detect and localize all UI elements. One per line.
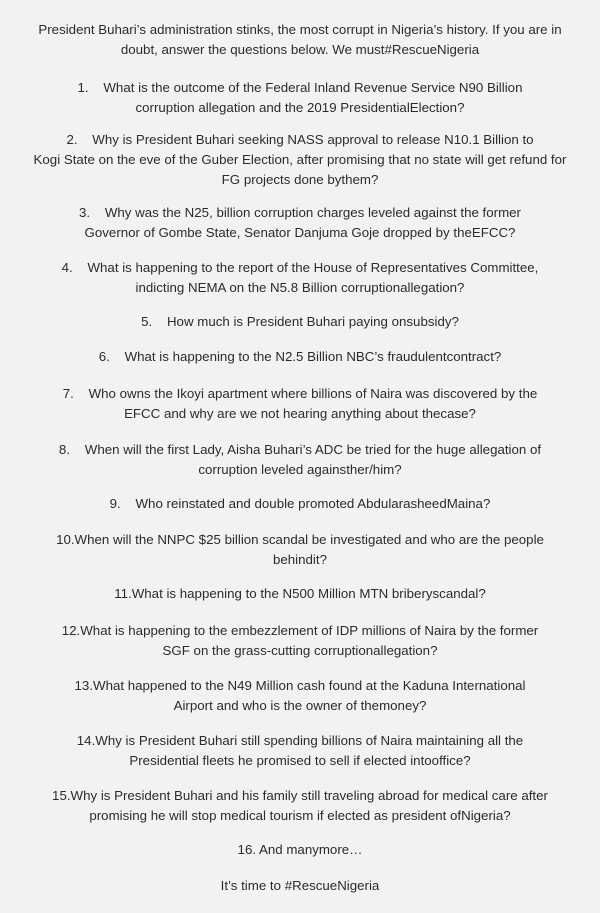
question-line: 7. Who owns the Ikoyi apartment where billions of Naira was discovered by the (62, 386, 538, 401)
question-7 (0, 384, 600, 424)
question-line: promising he will stop medical tourism if elected as president ofNigeria? (89, 808, 511, 823)
question-line: Governor of Gombe State, Senator Danjuma Goje dropped by theEFCC? (84, 225, 516, 240)
question-12 (0, 621, 600, 661)
question-line: 14.Why is President Buhari still spending billions of Naira maintaining all the (76, 733, 524, 748)
question-1 (0, 78, 600, 118)
question-line: 9. Who reinstated and double promoted AbdularasheedMaina? (109, 496, 491, 511)
intro-line: doubt, answer the questions below. We must#RescueNigeria (120, 42, 480, 57)
question-line: 10.When will the NNPC $25 billion scandal be investigated and who are the people (56, 532, 544, 547)
question-line: 5. How much is President Buhari paying onsubsidy? (141, 314, 459, 329)
question-3 (0, 203, 600, 243)
closing-text: It’s time to #RescueNigeria (220, 878, 380, 893)
question-line: 4. What is happening to the report of the House of Representatives Committee, (61, 260, 539, 275)
question-line: EFCC and why are we not hearing anything about thecase? (124, 406, 476, 421)
question-line: SGF on the grass-cutting corruptionallegation? (162, 643, 438, 658)
question-line: 8. When will the first Lady, Aisha Buhari’s ADC be tried for the huge allegation of (58, 442, 542, 457)
question-line: 1. What is the outcome of the Federal Inland Revenue Service N90 Billion (77, 80, 523, 95)
question-line: 11.What is happening to the N500 Million MTN briberyscandal? (114, 586, 486, 601)
question-line: FG projects done bythem? (221, 172, 379, 187)
question-line: 12.What is happening to the embezzlement of IDP millions of Naira by the former (61, 623, 539, 638)
question-2 (0, 130, 600, 190)
question-6 (0, 347, 600, 367)
question-5 (0, 312, 600, 332)
question-9 (0, 494, 600, 514)
question-8 (0, 440, 600, 480)
question-15 (0, 786, 600, 826)
question-line: 6. What is happening to the N2.5 Billion NBC’s fraudulentcontract? (98, 349, 502, 364)
question-line: Kogi State on the eve of the Guber Election, after promising that no state will get refund for (33, 152, 567, 167)
question-line: Presidential fleets he promised to sell if elected intooffice? (129, 753, 471, 768)
question-11 (0, 584, 600, 604)
closing-line (0, 876, 600, 896)
intro-paragraph (0, 20, 600, 60)
question-line: behindit? (273, 552, 327, 567)
question-line: Airport and who is the owner of themoney? (173, 698, 427, 713)
question-line: 3. Why was the N25, billion corruption charges leveled against the former (79, 205, 521, 220)
question-10 (0, 530, 600, 570)
question-line: 16. And manymore… (237, 842, 363, 857)
question-line: 15.Why is President Buhari and his family still traveling abroad for medical care after (52, 788, 548, 803)
question-line: indicting NEMA on the N5.8 Billion corruptionallegation? (135, 280, 465, 295)
question-14 (0, 731, 600, 771)
question-line: 2. Why is President Buhari seeking NASS approval to release N10.1 Billion to (66, 132, 534, 147)
intro-line: President Buhari’s administration stinks, the most corrupt in Nigeria’s history. If you are in (38, 22, 562, 37)
question-13 (0, 676, 600, 716)
question-line: corruption allegation and the 2019 PresidentialElection? (135, 100, 465, 115)
question-line: 13.What happened to the N49 Million cash found at the Kaduna International (74, 678, 526, 693)
question-4 (0, 258, 600, 298)
question-line: corruption leveled againsther/him? (198, 462, 402, 477)
question-16 (0, 840, 600, 860)
